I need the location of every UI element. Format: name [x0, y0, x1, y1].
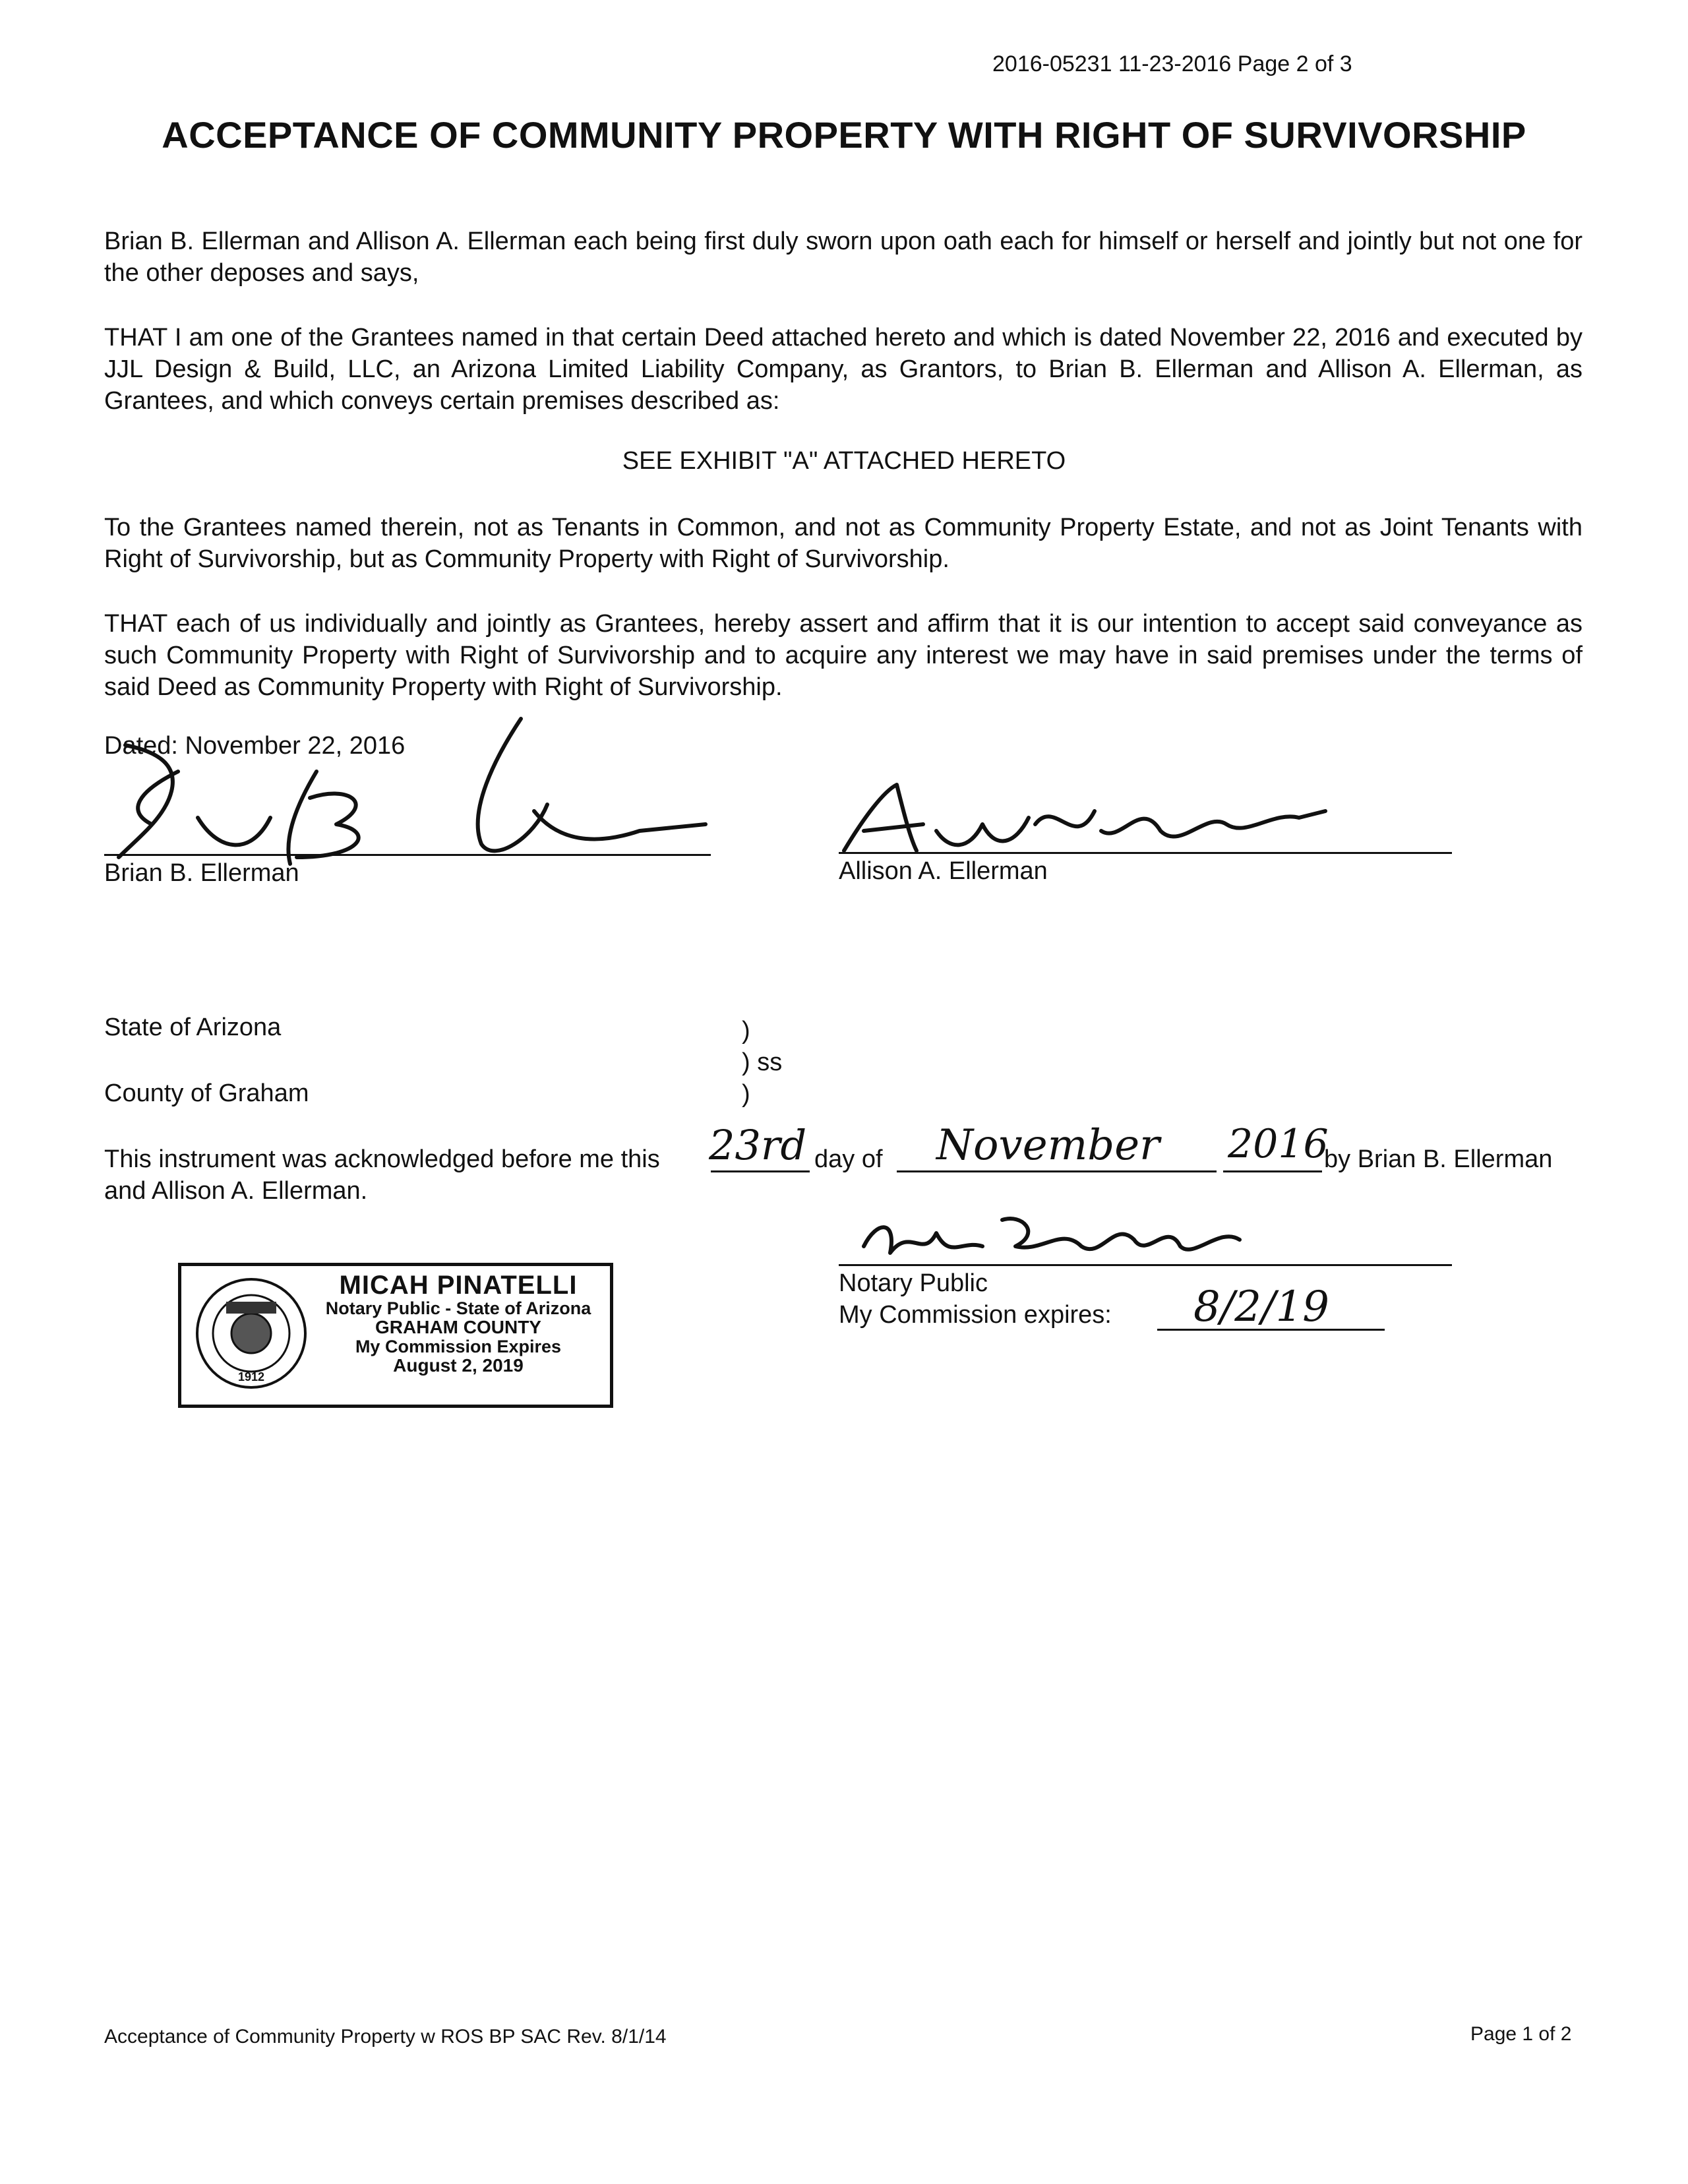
- notary-public-label: Notary Public: [839, 1269, 988, 1297]
- venue-paren-3: ): [742, 1080, 750, 1108]
- document-title: ACCEPTANCE OF COMMUNITY PROPERTY WITH RIGHT OF SURVIVORSHIP: [162, 114, 1526, 156]
- stamp-line-4: August 2, 2019: [393, 1355, 524, 1376]
- ack-by: by Brian B. Ellerman: [1324, 1145, 1553, 1173]
- signature-allison: [837, 772, 1339, 864]
- recording-reference: 2016-05231 11-23-2016 Page 2 of 3: [992, 51, 1352, 76]
- ack-day-handwritten: 23rd: [709, 1121, 807, 1169]
- venue-paren-1: ): [742, 1017, 750, 1045]
- exhibit-reference: SEE EXHIBIT "A" ATTACHED HERETO: [622, 447, 1066, 475]
- ack-line-2: and Allison A. Ellerman.: [104, 1177, 368, 1205]
- venue-paren-ss: ) ss: [742, 1048, 783, 1076]
- paragraph-tenancy: To the Grantees named therein, not as Tenants in Common, and not as Community Property Estate, and not as Joint Tenants with Right of Survivorship, but as Community Property with Right of Survivorship.: [104, 514, 1582, 573]
- ack-day-of: day of: [814, 1145, 883, 1173]
- signature-brian: [99, 706, 732, 877]
- stamp-line-2: GRAHAM COUNTY: [375, 1317, 541, 1338]
- signer-name-allison: Allison A. Ellerman: [839, 857, 1048, 885]
- commission-label: My Commission expires:: [839, 1301, 1112, 1329]
- ack-month-line: [897, 1170, 1217, 1172]
- ack-year-line: [1223, 1170, 1322, 1172]
- ack-prefix: This instrument was acknowledged before me this: [104, 1145, 660, 1173]
- stamp-name: MICAH PINATELLI: [339, 1271, 578, 1300]
- notary-signature-line: [839, 1264, 1452, 1266]
- venue-county: County of Graham: [104, 1079, 309, 1107]
- signature-notary: [851, 1207, 1259, 1273]
- venue-state: State of Arizona: [104, 1014, 282, 1041]
- ack-year-handwritten: 2016: [1228, 1121, 1329, 1167]
- state-seal-icon: [193, 1275, 309, 1391]
- stamp-line-3: My Commission Expires: [355, 1336, 562, 1356]
- commission-date-line: [1157, 1329, 1385, 1331]
- signer-name-brian: Brian B. Ellerman: [104, 859, 299, 887]
- stamp-line-1: Notary Public - State of Arizona: [325, 1298, 591, 1318]
- ack-month-handwritten: November: [936, 1121, 1160, 1170]
- paragraph-grantee: THAT I am one of the Grantees named in that certain Deed attached hereto and which is dated November 22, 2016 and executed by JJL Design & Build, LLC, an Arizona Limited Liability Company, as Grantors, to Brian B. Ellerman and Allison A. Ellerman, as Grantees, and which conveys certain premises described as:: [104, 324, 1582, 415]
- paragraph-affirmation: THAT each of us individually and jointly as Grantees, hereby assert and affirm that it is our intention to accept said conveyance as such Community Property with Right of Survivorship and to acquire any interest we may have in said premises under the terms of said Deed as Community Property with Right of Survivorship.: [104, 610, 1582, 701]
- footer-page-number: Page 1 of 2: [1470, 2023, 1572, 2045]
- signature-line-allison: [839, 852, 1452, 854]
- commission-date-handwritten: 8/2/19: [1193, 1283, 1329, 1331]
- signature-line-brian: [104, 854, 711, 856]
- notary-stamp: [178, 1263, 613, 1408]
- ack-day-line: [711, 1170, 810, 1172]
- footer-form-id: Acceptance of Community Property w ROS BP SAC Rev. 8/1/14: [104, 2026, 667, 2048]
- paragraph-oath: Brian B. Ellerman and Allison A. Ellerman each being first duly sworn upon oath each for himself or herself and jointly but not one for the other deposes and says,: [104, 228, 1582, 287]
- seal-year: 1912: [237, 1370, 265, 1383]
- dated-line: Dated: November 22, 2016: [104, 732, 406, 760]
